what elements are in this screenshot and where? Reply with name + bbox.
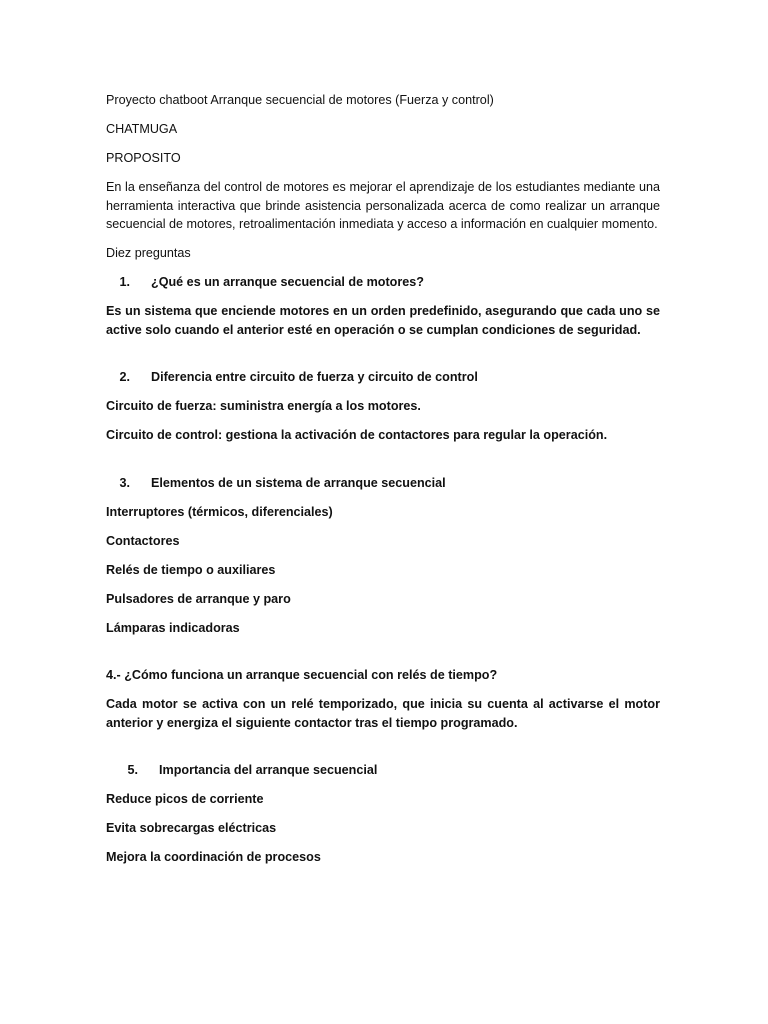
question-2-number: 2. bbox=[119, 370, 130, 384]
question-1-text: ¿Qué es un arranque secuencial de motores? bbox=[151, 275, 424, 289]
question-5-list-item: Reduce picos de corriente bbox=[106, 792, 264, 806]
purpose-paragraph: En la enseñanza del control de motores es mejorar el aprendizaje de los estudiantes mediante una herramienta interactiva que brinde asistencia personalizada acerca de como realizar un arranque secuencial de motores, retroalimentación inmediata y acceso a información en cualquier momento. bbox=[106, 180, 660, 231]
question-5-list-item: Mejora la coordinación de procesos bbox=[106, 850, 321, 864]
project-name: CHATMUGA bbox=[106, 122, 178, 136]
question-5-number: 5. bbox=[127, 763, 138, 777]
question-3-list-item: Lámparas indicadoras bbox=[106, 620, 240, 635]
question-2-heading bbox=[106, 368, 660, 387]
document-title-line: Proyecto chatboot Arranque secuencial de motores (Fuerza y control) bbox=[106, 93, 494, 107]
question-2-text: Diferencia entre circuito de fuerza y circuito de control bbox=[151, 370, 478, 384]
question-3-list-item: Relés de tiempo o auxiliares bbox=[106, 562, 276, 577]
question-5-text: Importancia del arranque secuencial bbox=[159, 763, 378, 777]
question-3-list-item: Contactores bbox=[106, 533, 180, 548]
purpose-heading: PROPOSITO bbox=[106, 151, 181, 165]
question-3-heading bbox=[106, 474, 660, 493]
question-3-text: Elementos de un sistema de arranque secuencial bbox=[151, 475, 446, 490]
question-3-list-item: Interruptores (térmicos, diferenciales) bbox=[106, 504, 333, 519]
document-body bbox=[106, 91, 660, 877]
question-1-answer: Es un sistema que enciende motores en un orden predefinido, asegurando que cada uno se active solo cuando el anterior esté en operación o se cumplan condiciones de seguridad. bbox=[106, 304, 660, 337]
question-1-number: 1. bbox=[119, 275, 130, 289]
question-4-heading: 4.- ¿Cómo funciona un arranque secuencial con relés de tiempo? bbox=[106, 668, 498, 682]
question-1-heading bbox=[106, 273, 660, 292]
question-3-number: 3. bbox=[119, 475, 130, 490]
question-3-list-item: Pulsadores de arranque y paro bbox=[106, 591, 291, 606]
questions-intro: Diez preguntas bbox=[106, 246, 191, 260]
question-5-heading bbox=[106, 761, 660, 780]
question-2-answer-line: Circuito de control: gestiona la activación de contactores para regular la operación. bbox=[106, 428, 608, 442]
question-5-list-item: Evita sobrecargas eléctricas bbox=[106, 821, 277, 835]
question-2-answer-line: Circuito de fuerza: suministra energía a los motores. bbox=[106, 399, 421, 413]
question-4-answer: Cada motor se activa con un relé temporizado, que inicia su cuenta al activarse el motor anterior y energiza el siguiente contactor tras el tiempo programado. bbox=[106, 697, 660, 730]
